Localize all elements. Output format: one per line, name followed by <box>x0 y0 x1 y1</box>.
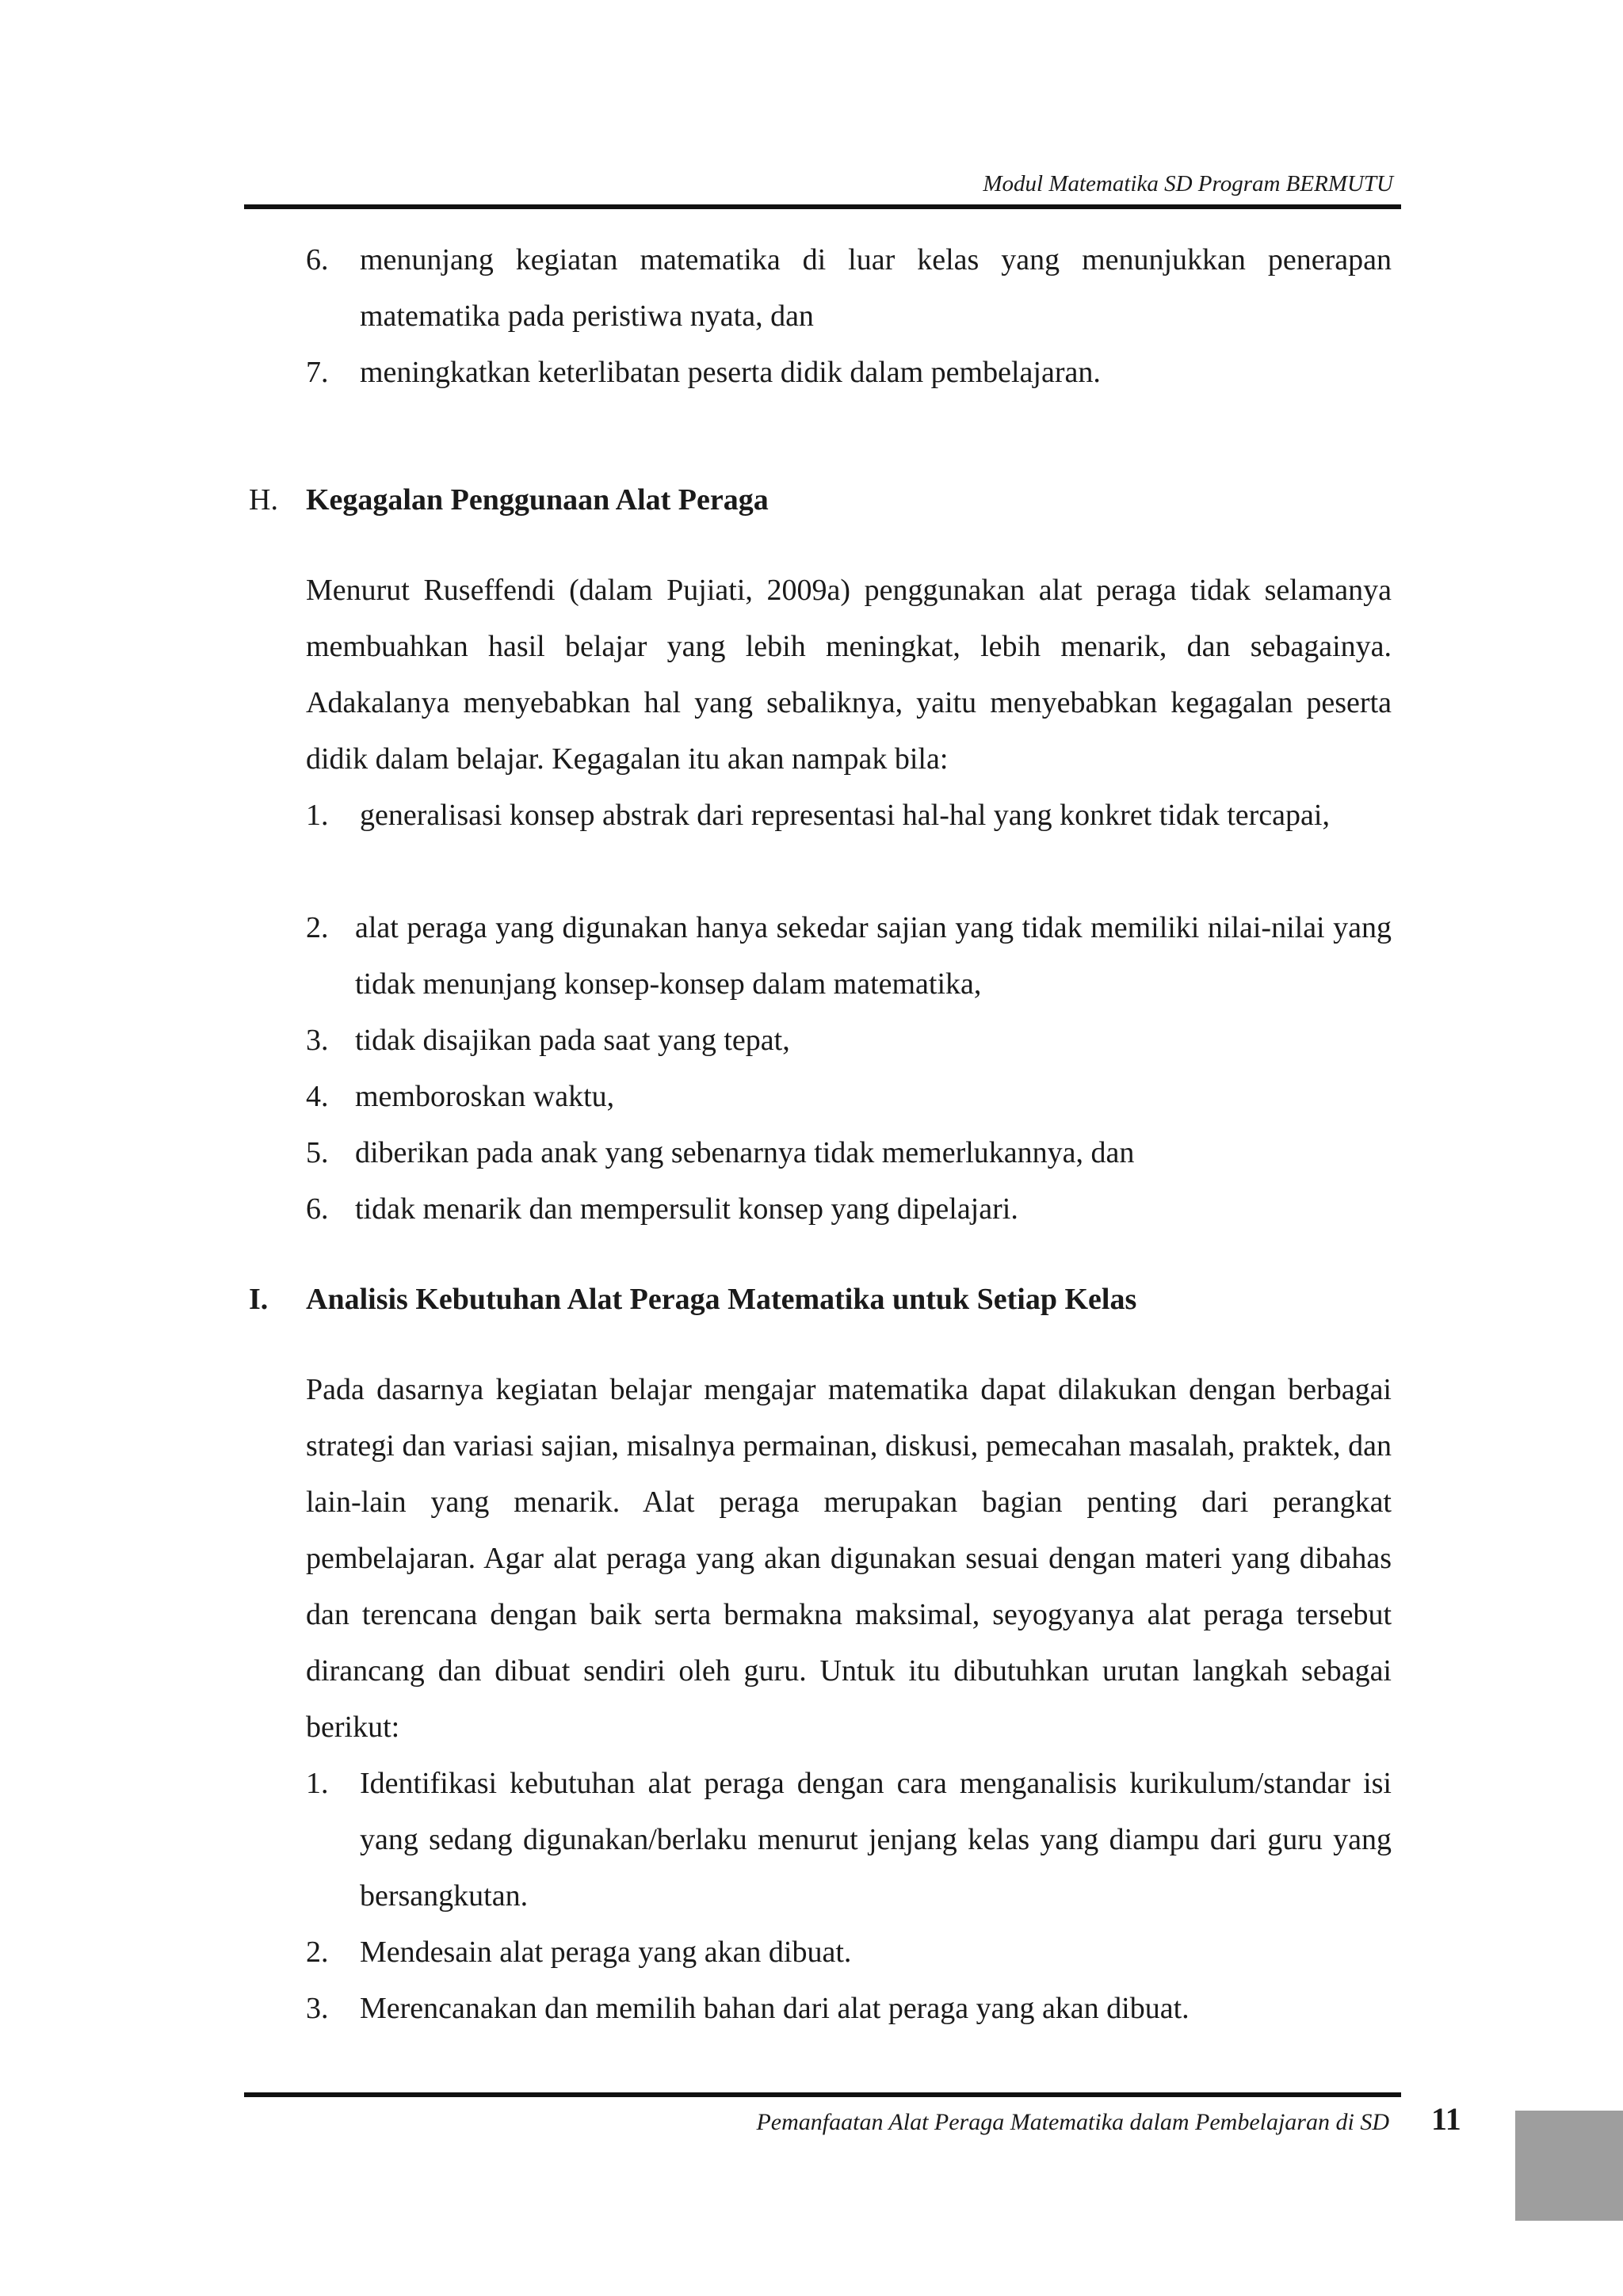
section-letter: I. <box>249 1283 269 1316</box>
section-letter: H. <box>249 483 278 517</box>
list-item <box>306 1924 1392 1981</box>
list-item <box>306 1181 1392 1238</box>
list-item <box>306 232 1392 345</box>
list-text: generalisasi konsep abstrak dari representasi hal-hal yang konkret tidak tercapai, <box>360 799 1330 832</box>
list-number: 2. <box>306 911 329 944</box>
list-text: meningkatkan keterlibatan peserta didik dalam pembelajaran. <box>360 356 1101 389</box>
list-text: tidak disajikan pada saat yang tepat, <box>355 1024 790 1057</box>
page-number: 11 <box>1431 2101 1461 2137</box>
list-item <box>306 1069 1392 1125</box>
list-item <box>306 1125 1392 1181</box>
list-text: Identifikasi kebutuhan alat peraga dengan cara menganalisis kurikulum/standar isi yang sedang digunakan/berlaku menurut jenjang kelas yang diampu dari guru yang bersangkutan. <box>360 1767 1392 1913</box>
running-header: Modul Matematika SD Program BERMUTU <box>983 171 1393 196</box>
list-number: 3. <box>306 1992 329 2025</box>
list-text: Merencanakan dan memilih bahan dari alat peraga yang akan dibuat. <box>360 1992 1190 2025</box>
section-i-paragraph: Pada dasarnya kegiatan belajar mengajar matematika dapat dilakukan dengan berbagai strategi dan variasi sajian, misalnya permainan, diskusi, pemecahan masalah, praktek, dan lain-lain yang menarik. Alat peraga merupakan bagian penting dari perangkat pembelajaran. Agar alat peraga yang akan digunakan sesuai dengan materi yang dibahas dan terencana dengan baik serta bermakna maksimal, seyogyanya alat peraga tersebut dirancang dan dibuat sendiri oleh guru. Untuk itu dibutuhkan urutan langkah sebagai berikut: <box>306 1373 1392 1744</box>
list-item <box>306 788 1392 844</box>
list-text: Mendesain alat peraga yang akan dibuat. <box>360 1936 852 1969</box>
list-item <box>306 1013 1392 1069</box>
list-number: 3. <box>306 1024 329 1057</box>
list-text: alat peraga yang digunakan hanya sekedar sajian yang tidak memiliki nilai-nilai yang tidak menunjang konsep-konsep dalam matematika, <box>355 911 1392 1001</box>
list-item <box>306 345 1392 401</box>
list-number: 7. <box>306 356 329 389</box>
list-number: 2. <box>306 1936 329 1969</box>
section-title: Analisis Kebutuhan Alat Peraga Matematika untuk Setiap Kelas <box>306 1283 1137 1316</box>
list-number: 6. <box>306 243 329 277</box>
list-number: 6. <box>306 1192 329 1226</box>
page-tab-marker <box>1515 2111 1623 2221</box>
list-text: memboroskan waktu, <box>355 1080 615 1113</box>
list-number: 5. <box>306 1136 329 1169</box>
list-item <box>306 1981 1392 2037</box>
section-h-paragraph: Menurut Ruseffendi (dalam Pujiati, 2009a) penggunakan alat peraga tidak selamanya membuahkan hasil belajar yang lebih meningkat, lebih menarik, dan sebagainya. Adakalanya menyebabkan hal yang sebaliknya, yaitu menyebabkan kegagalan peserta didik dalam belajar. Kegagalan itu akan nampak bila: <box>306 574 1392 776</box>
list-text: diberikan pada anak yang sebenarnya tidak memerlukannya, dan <box>355 1136 1135 1169</box>
list-number: 1. <box>306 799 329 832</box>
running-footer: Pemanfaatan Alat Peraga Matematika dalam Pembelajaran di SD <box>756 2109 1389 2135</box>
section-title: Kegagalan Penggunaan Alat Peraga <box>306 483 769 517</box>
header-rule <box>244 204 1401 209</box>
list-item <box>306 1756 1392 1924</box>
footer-rule <box>244 2092 1401 2097</box>
list-number: 4. <box>306 1080 329 1113</box>
list-item <box>306 900 1392 1013</box>
list-text: tidak menarik dan mempersulit konsep yang dipelajari. <box>355 1192 1018 1226</box>
list-text: menunjang kegiatan matematika di luar kelas yang menunjukkan penerapan matematika pada peristiwa nyata, dan <box>360 243 1392 333</box>
list-number: 1. <box>306 1767 329 1800</box>
